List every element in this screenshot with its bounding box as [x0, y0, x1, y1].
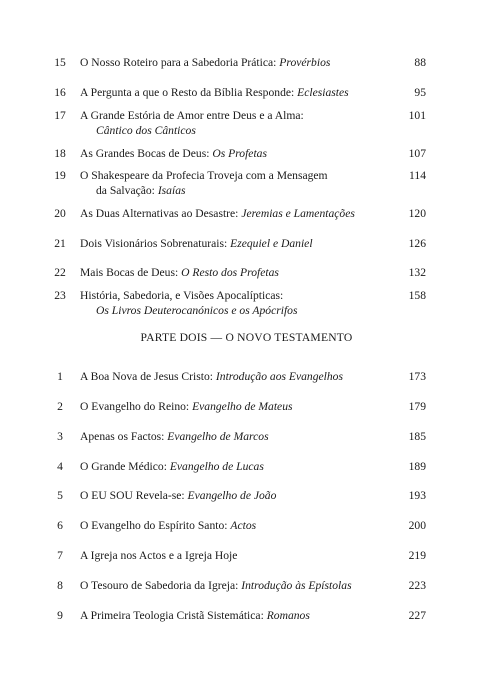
chapter-title — [80, 146, 390, 161]
chapter-title — [80, 236, 390, 251]
chapter-title-main: O Grande Médico: — [80, 460, 170, 473]
chapter-title-subject: Jeremias e Lamentações — [241, 207, 355, 220]
chapter-title-subject: Actos — [230, 519, 257, 532]
chapter-title — [80, 108, 390, 138]
chapter-title-line2 — [80, 183, 390, 198]
chapter-title-main: As Duas Alternativas ao Desastre: — [80, 207, 242, 220]
chapter-title-main: Apenas os Factos: — [80, 430, 168, 443]
chapter-number: 15 — [54, 56, 66, 69]
chapter-title-main: História, Sabedoria, e Visões Apocalípticas: — [80, 289, 284, 302]
page-number: 132 — [408, 266, 426, 279]
chapter-number: 17 — [54, 109, 66, 122]
chapter-title-main: O Evangelho do Espírito Santo: — [80, 519, 231, 532]
page-number: 107 — [408, 147, 426, 160]
chapter-title — [80, 518, 390, 533]
page-number: 120 — [408, 207, 426, 220]
chapter-number: 1 — [57, 370, 63, 383]
chapter-title — [80, 265, 390, 280]
chapter-title — [80, 55, 390, 70]
chapter-title — [80, 578, 390, 593]
chapter-title-main: A Igreja nos Actos e a Igreja Hoje — [80, 549, 238, 562]
chapter-title-subject: Evangelho de Lucas — [169, 460, 264, 473]
chapter-title-main: O EU SOU Revela-se: — [80, 489, 188, 502]
chapter-title — [80, 488, 390, 503]
page-number: 88 — [414, 56, 426, 69]
chapter-title-main: O Tesouro de Sabedoria da Igreja: — [80, 579, 242, 592]
chapter-title-subject: Evangelho de Marcos — [167, 430, 269, 443]
page-number: 189 — [408, 460, 426, 473]
chapter-number: 4 — [57, 460, 63, 473]
chapter-title-subject: Eclesiastes — [297, 86, 349, 99]
chapter-title — [80, 399, 390, 414]
chapter-title-main: O Nosso Roteiro para a Sabedoria Prática: — [80, 56, 280, 69]
page-number: 200 — [408, 519, 426, 532]
chapter-number: 20 — [54, 207, 66, 220]
chapter-number: 8 — [57, 579, 63, 592]
chapter-number: 7 — [57, 549, 63, 562]
chapter-number: 23 — [54, 289, 66, 302]
chapter-number: 18 — [54, 147, 66, 160]
page-number: 227 — [408, 609, 426, 622]
page-number: 219 — [408, 549, 426, 562]
page-number: 95 — [414, 86, 426, 99]
page-number: 126 — [408, 237, 426, 250]
chapter-title-main: A Primeira Teologia Cristã Sistemática: — [80, 609, 267, 622]
chapter-title — [80, 168, 390, 198]
chapter-title-main: Mais Bocas de Deus: — [80, 266, 182, 279]
chapter-number: 19 — [54, 169, 66, 182]
page-number: 173 — [408, 370, 426, 383]
chapter-title — [80, 288, 390, 318]
chapter-title-subject: Ezequiel e Daniel — [230, 237, 313, 250]
chapter-title-subject: Cântico dos Cânticos — [96, 124, 196, 137]
chapter-title-main: O Shakespeare da Profecia Troveja com a Mensagem — [80, 169, 328, 182]
page-number: 185 — [408, 430, 426, 443]
chapter-title-subject: O Resto dos Profetas — [181, 266, 279, 279]
chapter-title — [80, 429, 390, 444]
page-number: 101 — [408, 109, 426, 122]
page-number: 158 — [408, 289, 426, 302]
page-number: 179 — [408, 400, 426, 413]
chapter-title — [80, 608, 390, 623]
chapter-number: 6 — [57, 519, 63, 532]
chapter-title-main: A Boa Nova de Jesus Cristo: — [80, 370, 216, 383]
chapter-title-subject: Romanos — [266, 609, 310, 622]
chapter-title-subject: Evangelho de João — [187, 489, 277, 502]
chapter-number: 22 — [54, 266, 66, 279]
page-number: 193 — [408, 489, 426, 502]
chapter-title-main: A Grande Estória de Amor entre Deus e a Alma: — [80, 109, 304, 122]
chapter-title-main: Dois Visionários Sobrenaturais: — [80, 237, 231, 250]
chapter-title-subject: Os Livros Deuterocanónicos e os Apócrifos — [96, 304, 298, 317]
page-number: 223 — [408, 579, 426, 592]
chapter-number: 3 — [57, 430, 63, 443]
chapter-number: 9 — [57, 609, 63, 622]
chapter-title-main: As Grandes Bocas de Deus: — [80, 147, 213, 160]
chapter-number: 2 — [57, 400, 63, 413]
chapter-title — [80, 85, 390, 100]
chapter-title-main: O Evangelho do Reino: — [80, 400, 193, 413]
chapter-title-subject: Introdução aos Evangelhos — [215, 370, 343, 383]
chapter-title — [80, 548, 390, 563]
chapter-number: 16 — [54, 86, 66, 99]
chapter-title-subject: Isaías — [157, 184, 186, 197]
chapter-number: 5 — [57, 489, 63, 502]
chapter-title — [80, 369, 390, 384]
section-heading: PARTE DOIS — O NOVO TESTAMENTO — [140, 331, 353, 344]
chapter-title-subject: Evangelho de Mateus — [192, 400, 293, 413]
page-number: 114 — [409, 169, 426, 182]
chapter-title-subject: Provérbios — [279, 56, 331, 69]
chapter-title-subject: Introdução às Epístolas — [241, 579, 352, 592]
chapter-title — [80, 206, 390, 221]
chapter-title-main: A Pergunta a que o Resto da Bíblia Responde: — [80, 86, 298, 99]
chapter-title-line2-main: da Salvação: — [96, 184, 158, 197]
chapter-title-subject: Os Profetas — [212, 147, 267, 160]
chapter-title — [80, 459, 390, 474]
chapter-number: 21 — [54, 237, 66, 250]
